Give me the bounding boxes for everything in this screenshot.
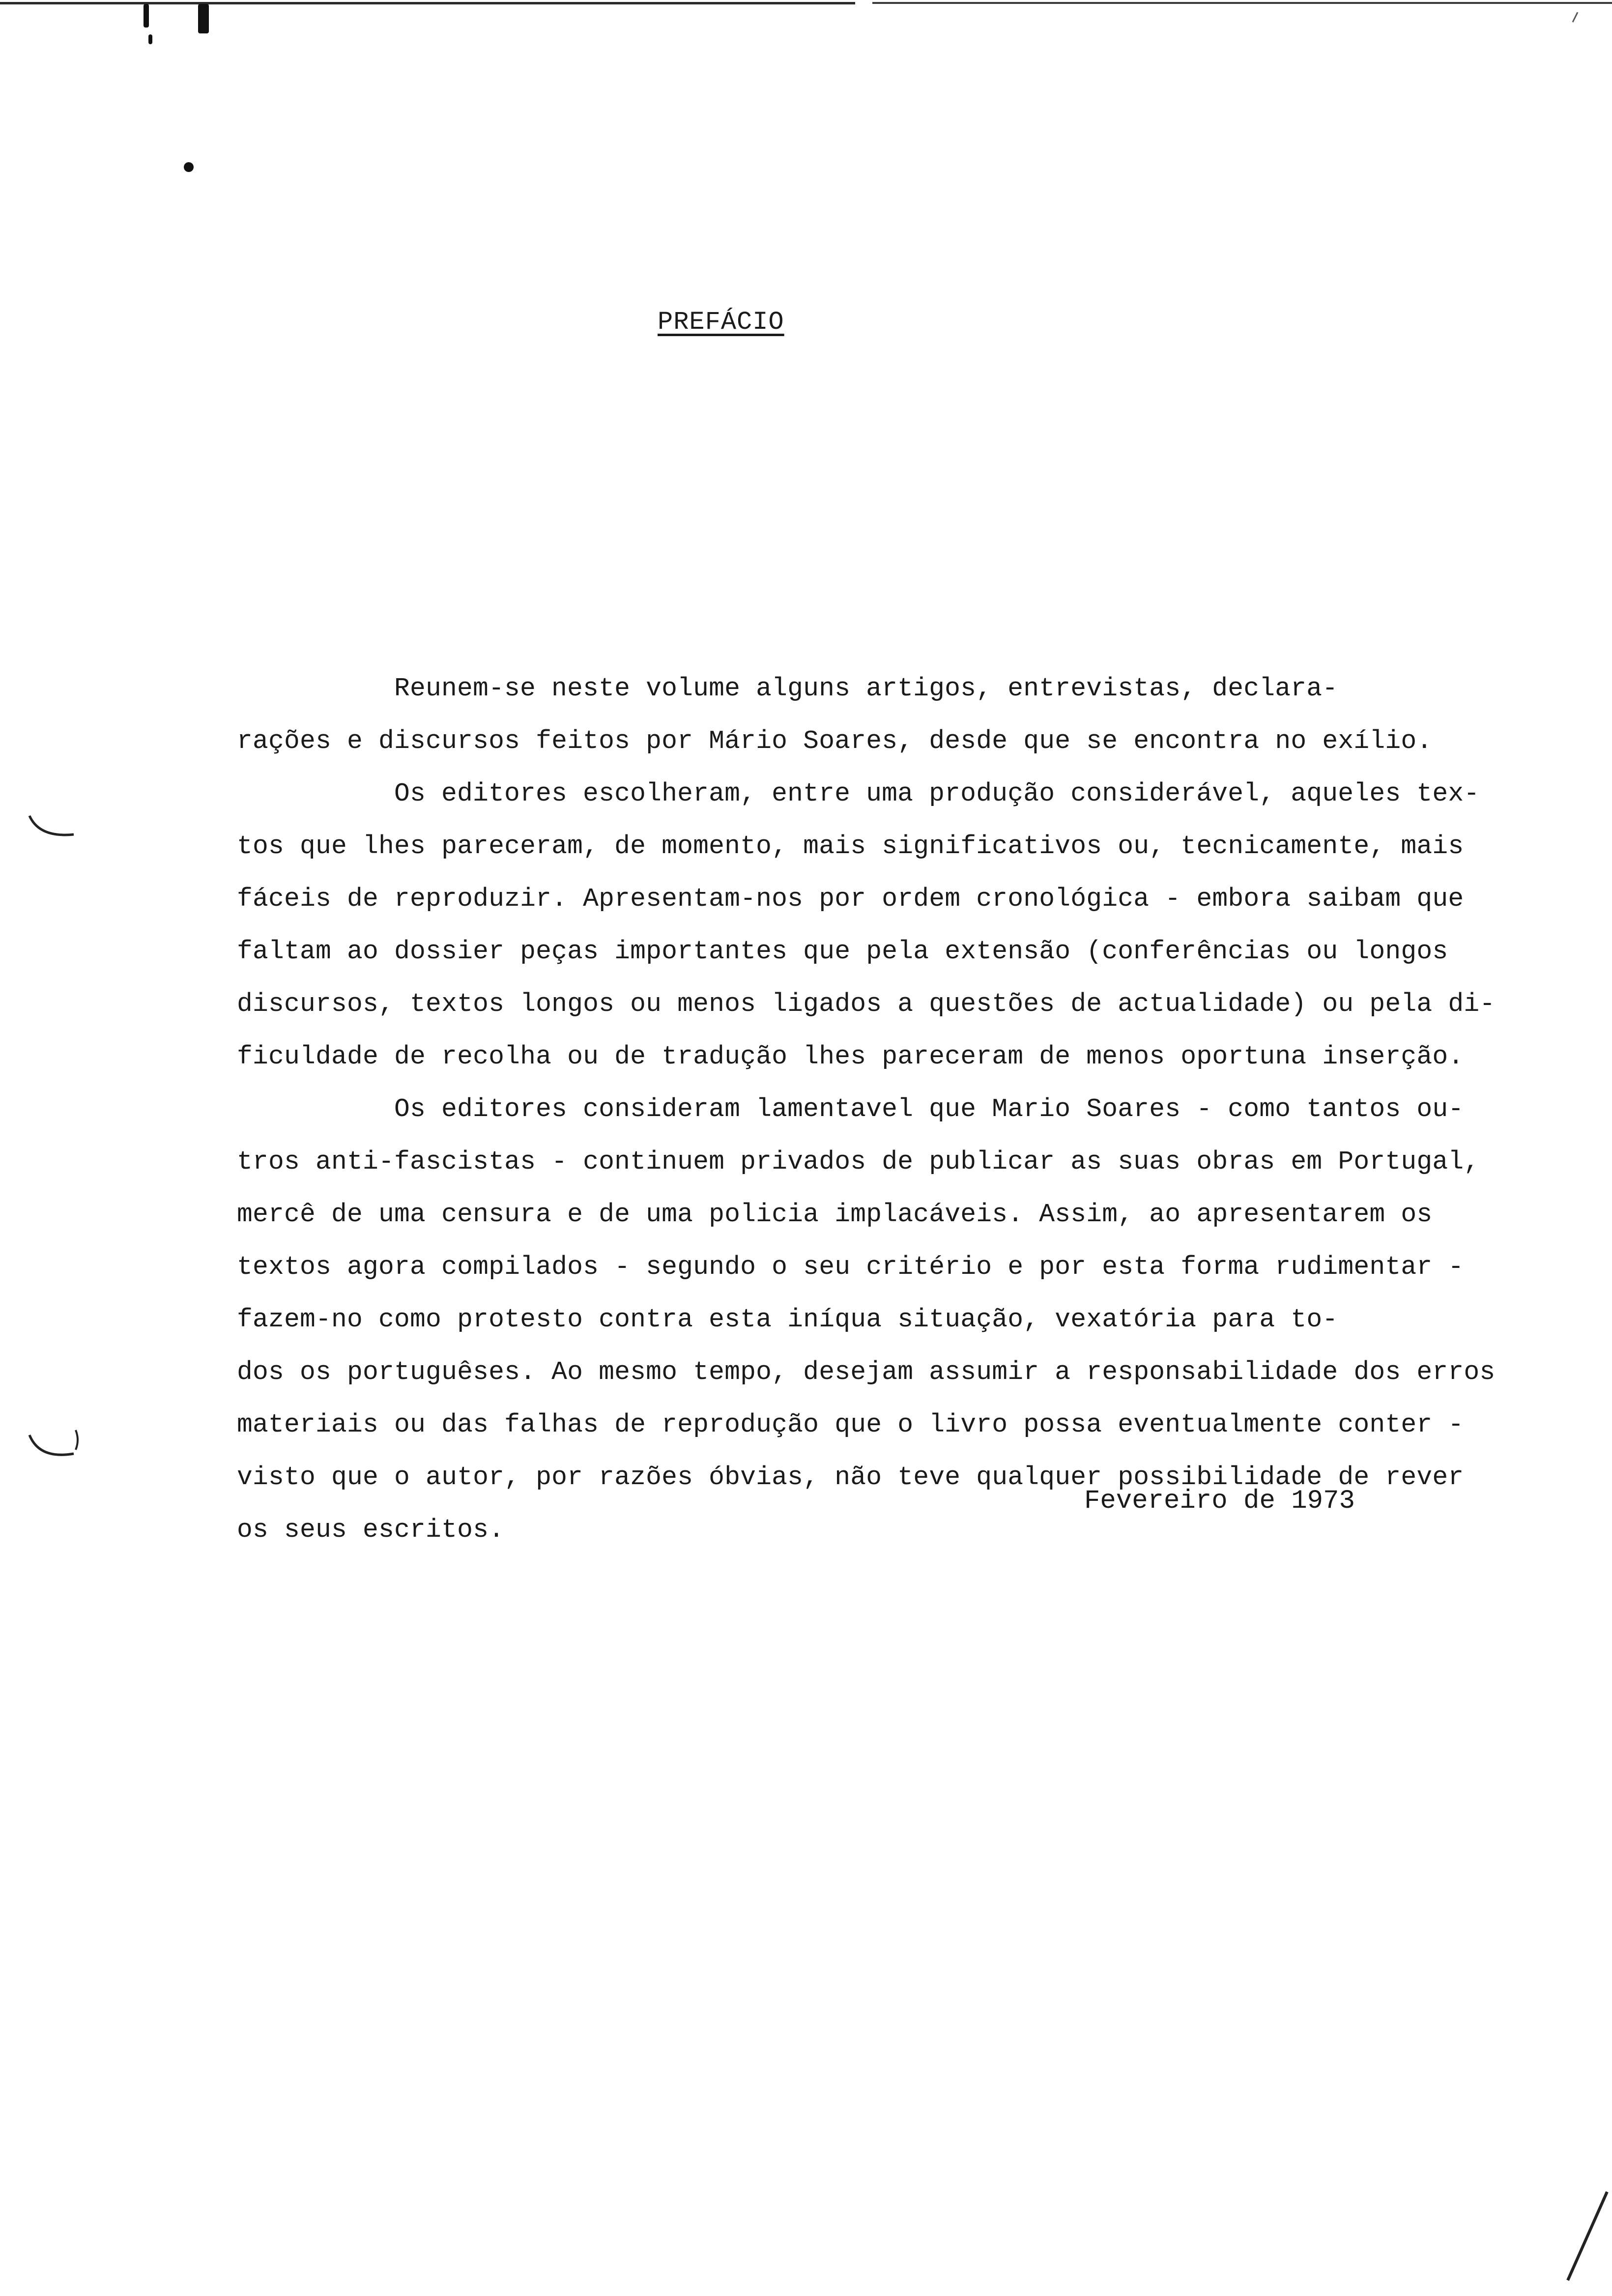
corner-tick-mark: [1563, 5, 1592, 29]
paragraph-line: dos os portuguêses. Ao mesmo tempo, desejam assumir a responsabilidade dos erros: [237, 1357, 1496, 1387]
paragraph-line: Reunem-se neste volume alguns artigos, entrevistas, declara-: [394, 674, 1338, 703]
page-title: PREFÁCIO: [658, 308, 784, 337]
margin-bracket-mark: [25, 1415, 103, 1469]
paragraph-line: Os editores consideram lamentavel que Mario Soares - como tantos ou-: [394, 1094, 1464, 1124]
paragraph-line: discursos, textos longos ou menos ligados a questões de actualidade) ou pela di-: [237, 989, 1496, 1019]
paragraph-line: rações e discursos feitos por Mário Soares, desde que se encontra no exílio.: [237, 726, 1433, 756]
document-date: Fevereiro de 1973: [1084, 1486, 1355, 1516]
binding-hole-mark: [144, 4, 149, 28]
speck-mark: [184, 162, 194, 172]
corner-slash-mark: [1558, 2182, 1612, 2296]
top-rule: [872, 2, 1612, 4]
paragraph-line: mercê de uma censura e de uma policia implacáveis. Assim, ao apresentarem os: [237, 1200, 1433, 1229]
paragraph-line: tos que lhes pareceram, de momento, mais significativos ou, tecnicamente, mais: [237, 832, 1464, 861]
paragraph-line: fazem-no como protesto contra esta iníqua situação, vexatória para to-: [237, 1305, 1338, 1334]
paragraph-line: ficuldade de recolha ou de tradução lhes pareceram de menos oportuna inserção.: [237, 1042, 1464, 1071]
binding-hole-mark: [148, 34, 152, 44]
body-text: [237, 662, 1495, 1556]
paragraph-line: fáceis de reproduzir. Apresentam-nos por ordem cronológica - embora saibam que: [237, 884, 1464, 914]
paragraph-line: faltam ao dossier peças importantes que pela extensão (conferências ou longos: [237, 937, 1448, 966]
margin-bracket-mark: [25, 806, 103, 850]
paragraph-line: materiais ou das falhas de reprodução que o livro possa eventualmente conter -: [237, 1410, 1464, 1439]
paragraph-line: visto que o autor, por razões óbvias, não teve qualquer possibilidade de rever: [237, 1463, 1464, 1492]
binding-hole-mark: [198, 4, 209, 33]
paragraph-line: Os editores escolheram, entre uma produção considerável, aqueles tex-: [394, 779, 1480, 808]
paragraph-line: tros anti-fascistas - continuem privados de publicar as suas obras em Portugal,: [237, 1147, 1480, 1177]
paragraph-line: textos agora compilados - segundo o seu critério e por esta forma rudimentar -: [237, 1252, 1464, 1282]
top-rule: [0, 2, 855, 4]
paragraph-line: os seus escritos.: [237, 1515, 505, 1545]
